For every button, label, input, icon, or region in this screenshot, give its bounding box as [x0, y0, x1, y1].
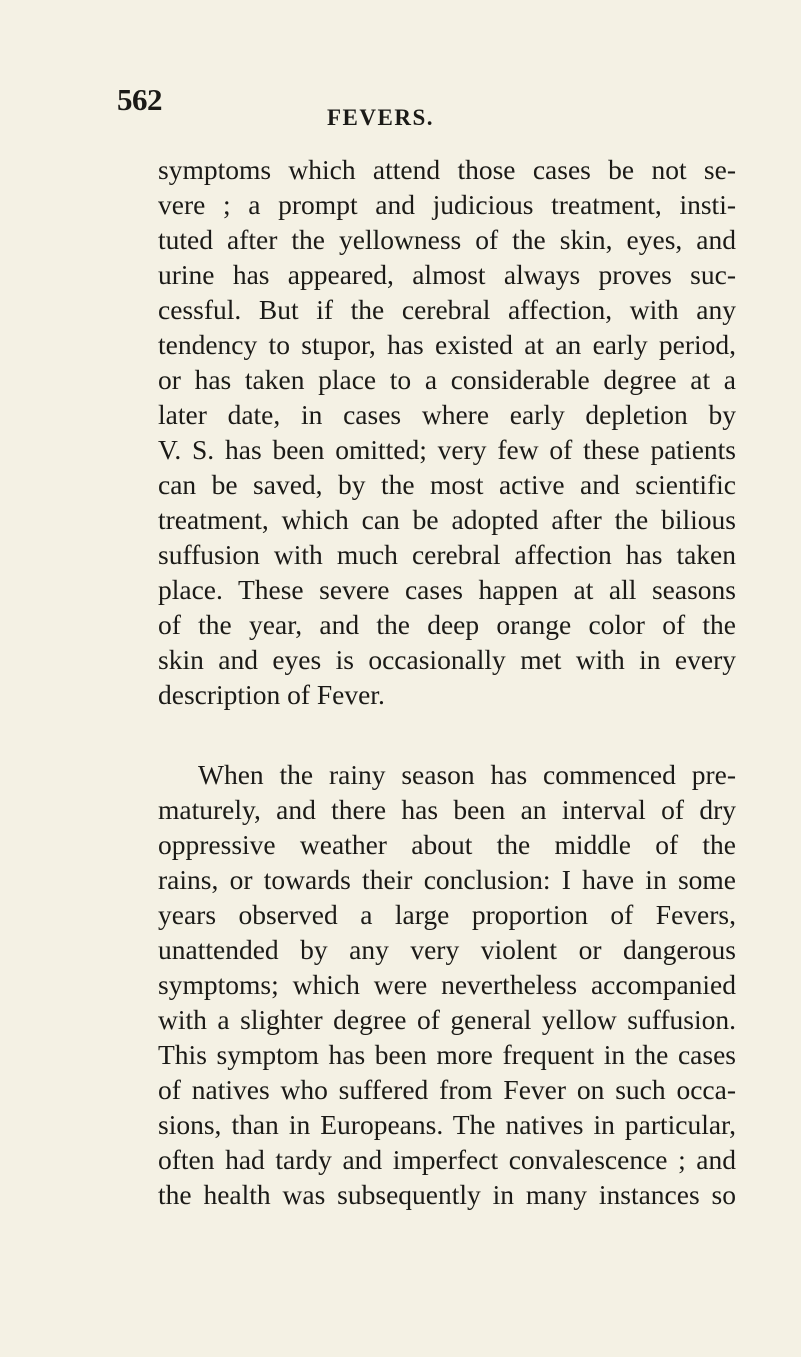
text-line: When the rainy season has commenced pre-: [198, 759, 736, 790]
text-line: symptoms; which were nevertheless accompanied: [158, 969, 736, 1000]
text-line: description of Fever.: [158, 679, 385, 710]
text-line: the health was subsequently in many instances so: [158, 1179, 736, 1210]
text-line: tuted after the yellowness of the skin, eyes, and: [158, 224, 736, 255]
text-line: of natives who suffered from Fever on such occa-: [158, 1074, 736, 1105]
text-line: cessful. But if the cerebral affection, with any: [158, 294, 736, 325]
text-line: urine has appeared, almost always proves suc-: [158, 259, 736, 290]
text-line: years observed a large proportion of Fevers,: [158, 899, 736, 930]
text-line: symptoms which attend those cases be not se-: [158, 154, 736, 185]
text-line: unattended by any very violent or dangerous: [158, 934, 736, 965]
running-head: FEVERS.: [327, 105, 434, 130]
text-line: tendency to stupor, has existed at an early period,: [158, 329, 736, 360]
text-line: or has taken place to a considerable degree at a: [158, 364, 736, 395]
text-line: with a slighter degree of general yellow suffusion.: [158, 1004, 736, 1035]
text-line: can be saved, by the most active and scientific: [158, 469, 736, 500]
text-line: later date, in cases where early depletion by: [158, 399, 736, 430]
text-line: often had tardy and imperfect convalescence ; and: [158, 1144, 736, 1175]
text-line: place. These severe cases happen at all seasons: [158, 574, 736, 605]
text-line: vere ; a prompt and judicious treatment, insti-: [158, 189, 736, 220]
page-header: [0, 82, 801, 132]
text-line: skin and eyes is occasionally met with in every: [158, 644, 736, 675]
text-line: sions, than in Europeans. The natives in particular,: [158, 1109, 736, 1140]
text-line: suffusion with much cerebral affection has taken: [158, 539, 736, 570]
text-line: rains, or towards their conclusion: I have in some: [158, 864, 736, 895]
text-line: treatment, which can be adopted after the bilious: [158, 504, 736, 535]
text-line: This symptom has been more frequent in the cases: [158, 1039, 736, 1070]
page-number: 562: [117, 82, 162, 117]
text-line: of the year, and the deep orange color of the: [158, 609, 736, 640]
text-line: oppressive weather about the middle of the: [158, 829, 736, 860]
text-line: maturely, and there has been an interval of dry: [158, 794, 736, 825]
text-line: V. S. has been omitted; very few of these patients: [158, 434, 736, 465]
